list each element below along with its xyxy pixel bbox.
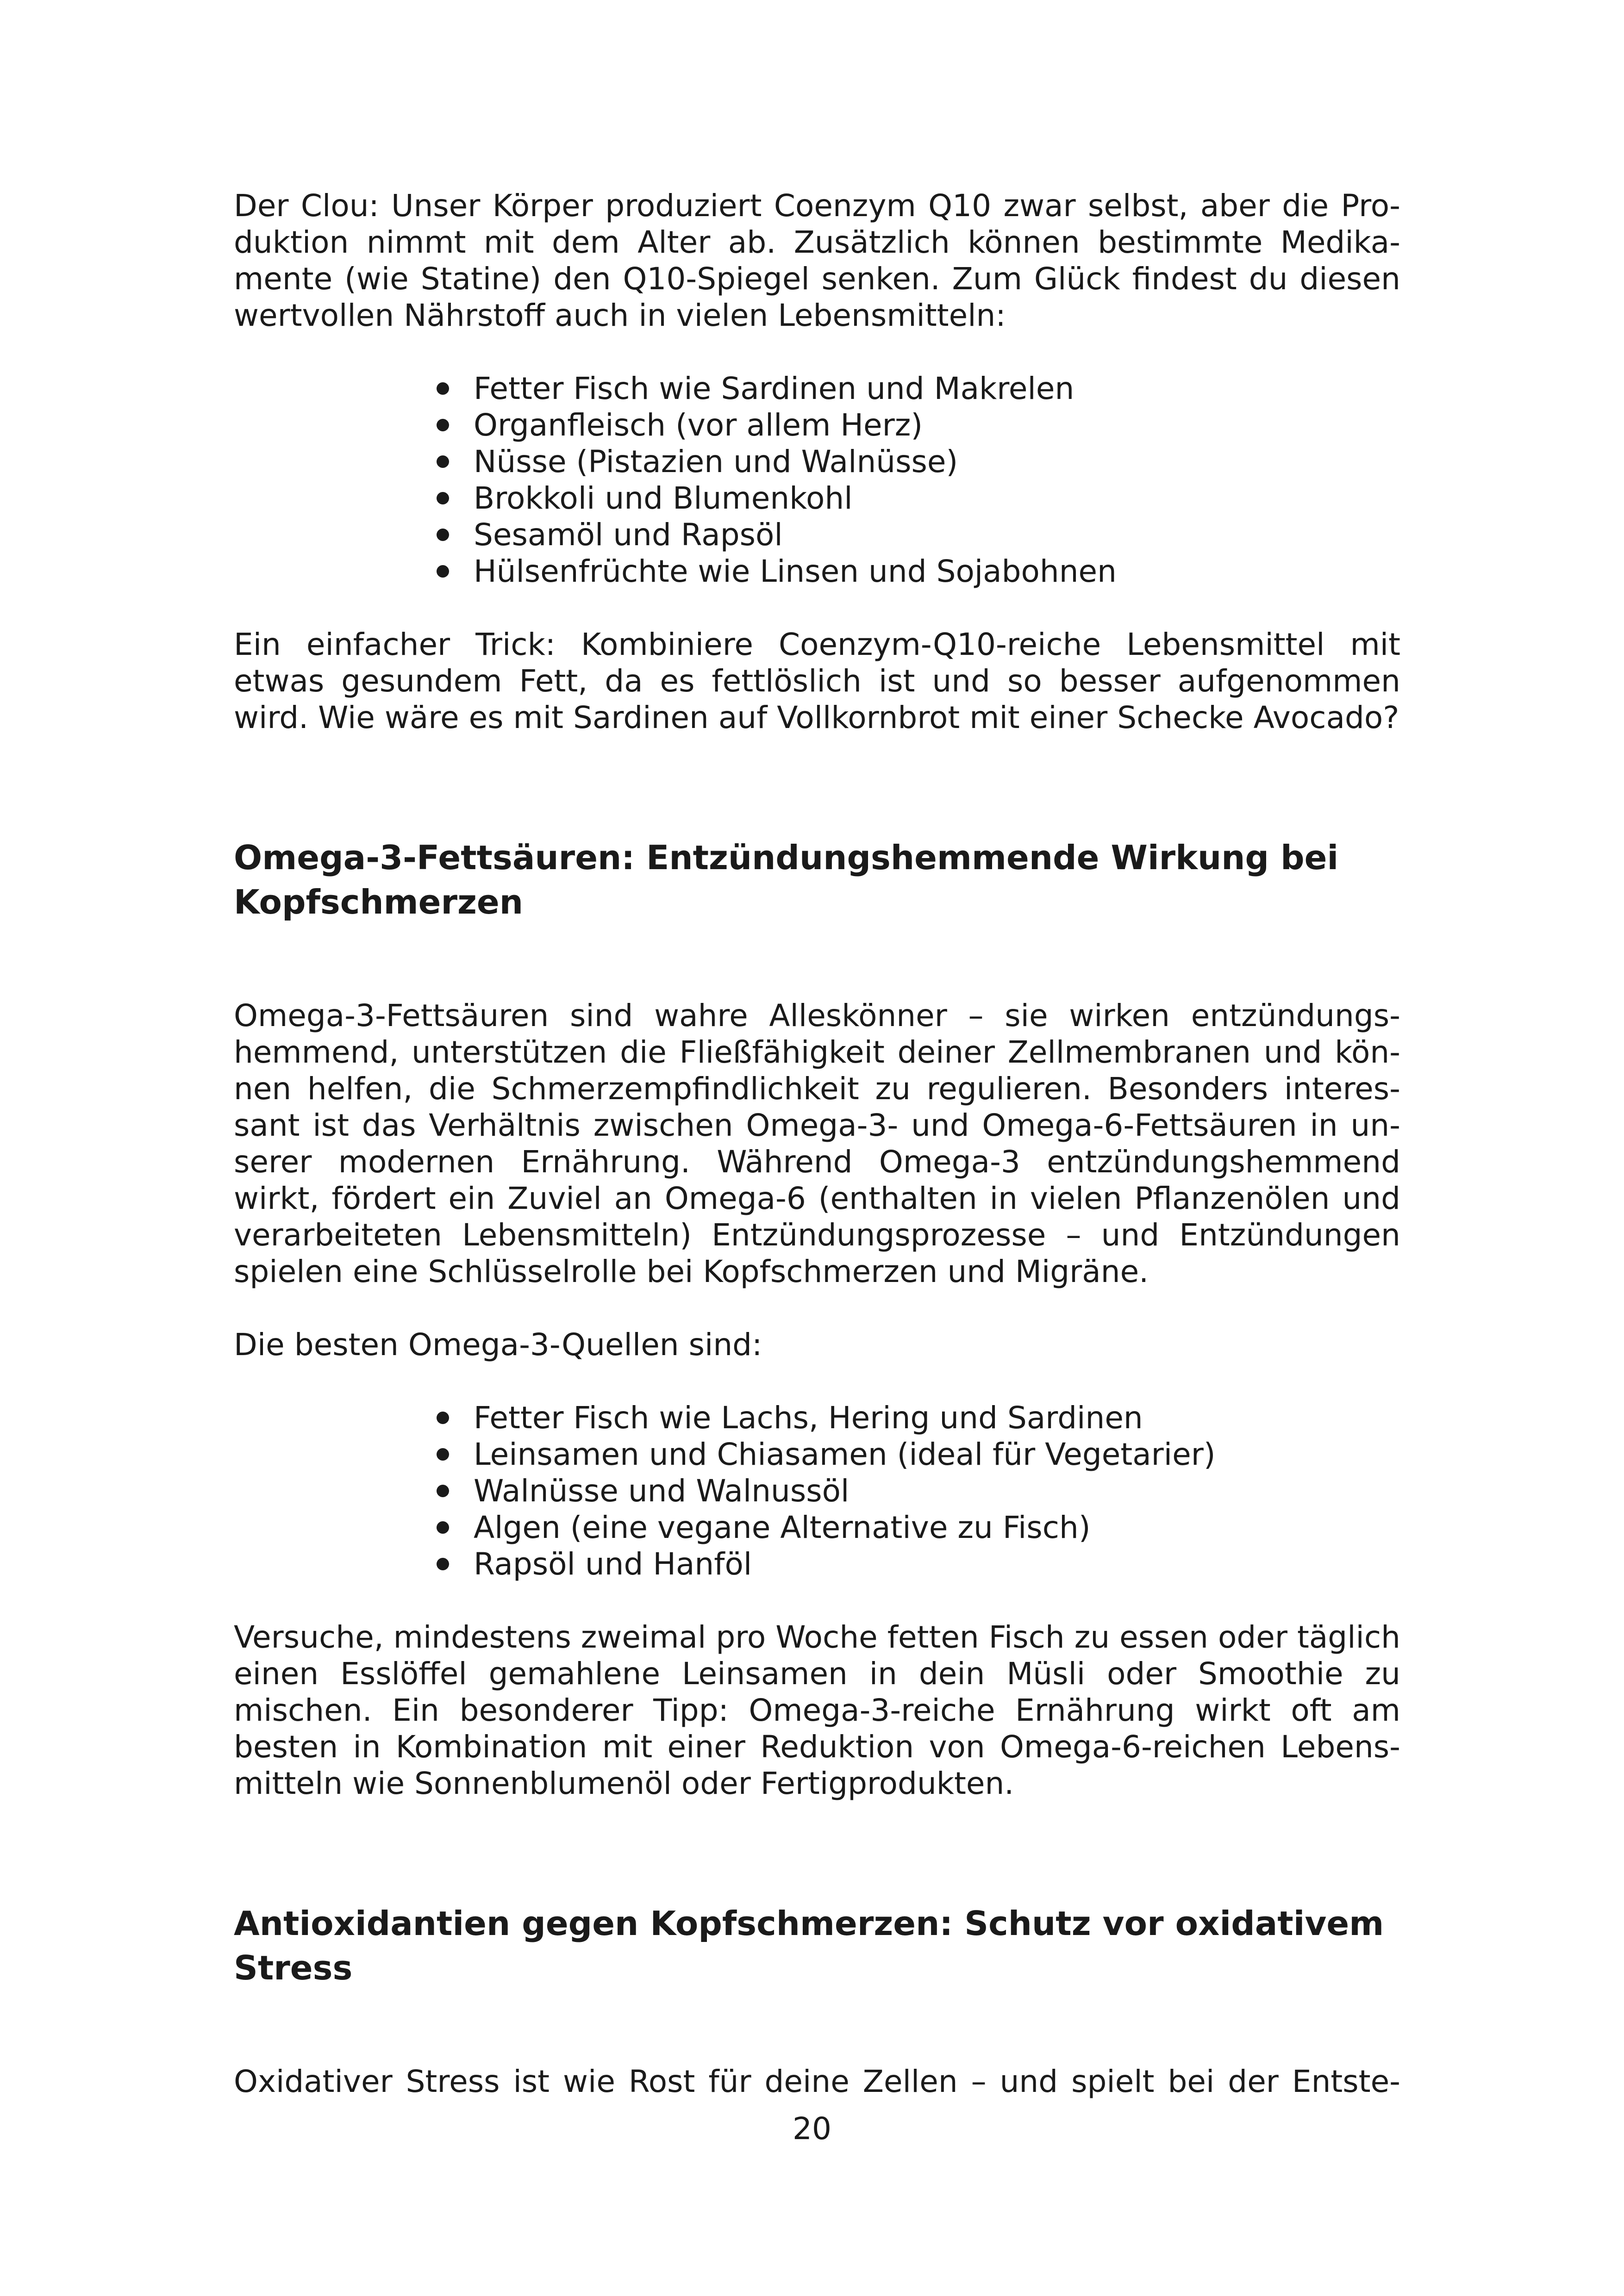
bullet-icon — [437, 565, 449, 578]
list-item: Sesamöl und Rapsöl — [433, 516, 1400, 553]
bullet-icon — [437, 529, 449, 541]
omega-sources-list — [234, 1400, 1400, 1582]
list-item: Rapsöl und Hanföl — [433, 1546, 1400, 1582]
omega-list-intro: Die besten Omega-3-Quellen sind: — [234, 1327, 762, 1363]
bullet-icon — [437, 492, 449, 504]
list-item: Algen (eine vegane Alternative zu Fisch) — [433, 1509, 1400, 1546]
intro-paragraph: Der Clou: Unser Körper produziert Coenzym Q10 zwar selbst, aber die Produktion nimmt mit dem Alter ab. Zusätzlich können bestimmte Medikamente (wie Statine) den Q10-Spiegel senken. Zum Glück findest du diesen wertvollen Nährstoff auch in vielen Lebensmitteln: — [234, 188, 1400, 333]
page-number: 20 — [793, 2111, 831, 2147]
bullet-icon — [437, 1558, 449, 1570]
bullet-icon — [437, 1412, 449, 1424]
q10-tip-paragraph: Ein einfacher Trick: Kombiniere Coenzym-Q10-reiche Lebensmittel mit etwas gesundem Fett, da es fettlöslich ist und so besser aufgenommen wird. Wie wäre es mit Sardinen auf Vollkornbrot mit einer Schecke Avocado? — [234, 627, 1400, 735]
bullet-icon — [437, 1485, 449, 1497]
page-body — [234, 187, 1400, 2100]
omega-section-heading: Omega-3-Fettsäuren: Entzündungshemmende Wirkung bei Kopfschmerzen — [234, 838, 1339, 921]
list-item: Brokkoli und Blumenkohl — [433, 480, 1400, 516]
q10-food-list — [234, 370, 1400, 590]
omega-tip-paragraph: Versuche, mindestens zweimal pro Woche fetten Fisch zu essen oder täglich einen Esslöffel gemahlene Leinsamen in dein Müsli oder Smoothie zu mischen. Ein besonderer Tipp: Omega-3-reiche Ernährung wirkt oft am besten in Kombination mit einer Reduktion von Omega-6-reichen Lebensmitteln wie Sonnenblumenöl oder Fertigprodukten. — [234, 1619, 1400, 1801]
list-item: Fetter Fisch wie Sardinen und Makrelen — [433, 370, 1400, 407]
list-item: Leinsamen und Chiasamen (ideal für Vegetarier) — [433, 1436, 1400, 1473]
list-item: Walnüsse und Walnussöl — [433, 1473, 1400, 1509]
bullet-icon — [437, 1521, 449, 1534]
list-item: Fetter Fisch wie Lachs, Hering und Sardinen — [433, 1400, 1400, 1436]
list-item: Hülsenfrüchte wie Linsen und Sojabohnen — [433, 553, 1400, 590]
list-item: Nüsse (Pistazien und Walnüsse) — [433, 443, 1400, 480]
omega-intro-paragraph: Omega-3-Fettsäuren sind wahre Alleskönner – sie wirken entzündungshemmend, unterstützen die Fließfähigkeit deiner Zellmembranen und können helfen, die Schmerzempfindlichkeit zu regulieren. Besonders interessant ist das Verhältnis zwischen Omega-3- und Omega-6-Fettsäuren in unserer modernen Ernährung. Während Omega-3 entzündungshemmend wirkt, fördert ein Zuviel an Omega-6 (enthalten in vielen Pflanzenölen und verarbeiteten Lebensmitteln) Entzündungsprozesse – und Entzündungen spielen eine Schlüsselrolle bei Kopfschmerzen und Migräne. — [234, 998, 1400, 1289]
bullet-icon — [437, 1448, 449, 1461]
antioxidant-section-heading: Antioxidantien gegen Kopfschmerzen: Schutz vor oxidativem Stress — [234, 1904, 1384, 1987]
list-item: Organfleisch (vor allem Herz) — [433, 407, 1400, 443]
antioxidant-intro-paragraph: Oxidativer Stress ist wie Rost für deine Zellen – und spielt bei der Entste- — [234, 2064, 1400, 2099]
bullet-icon — [437, 382, 449, 395]
bullet-icon — [437, 455, 449, 468]
bullet-icon — [437, 419, 449, 431]
